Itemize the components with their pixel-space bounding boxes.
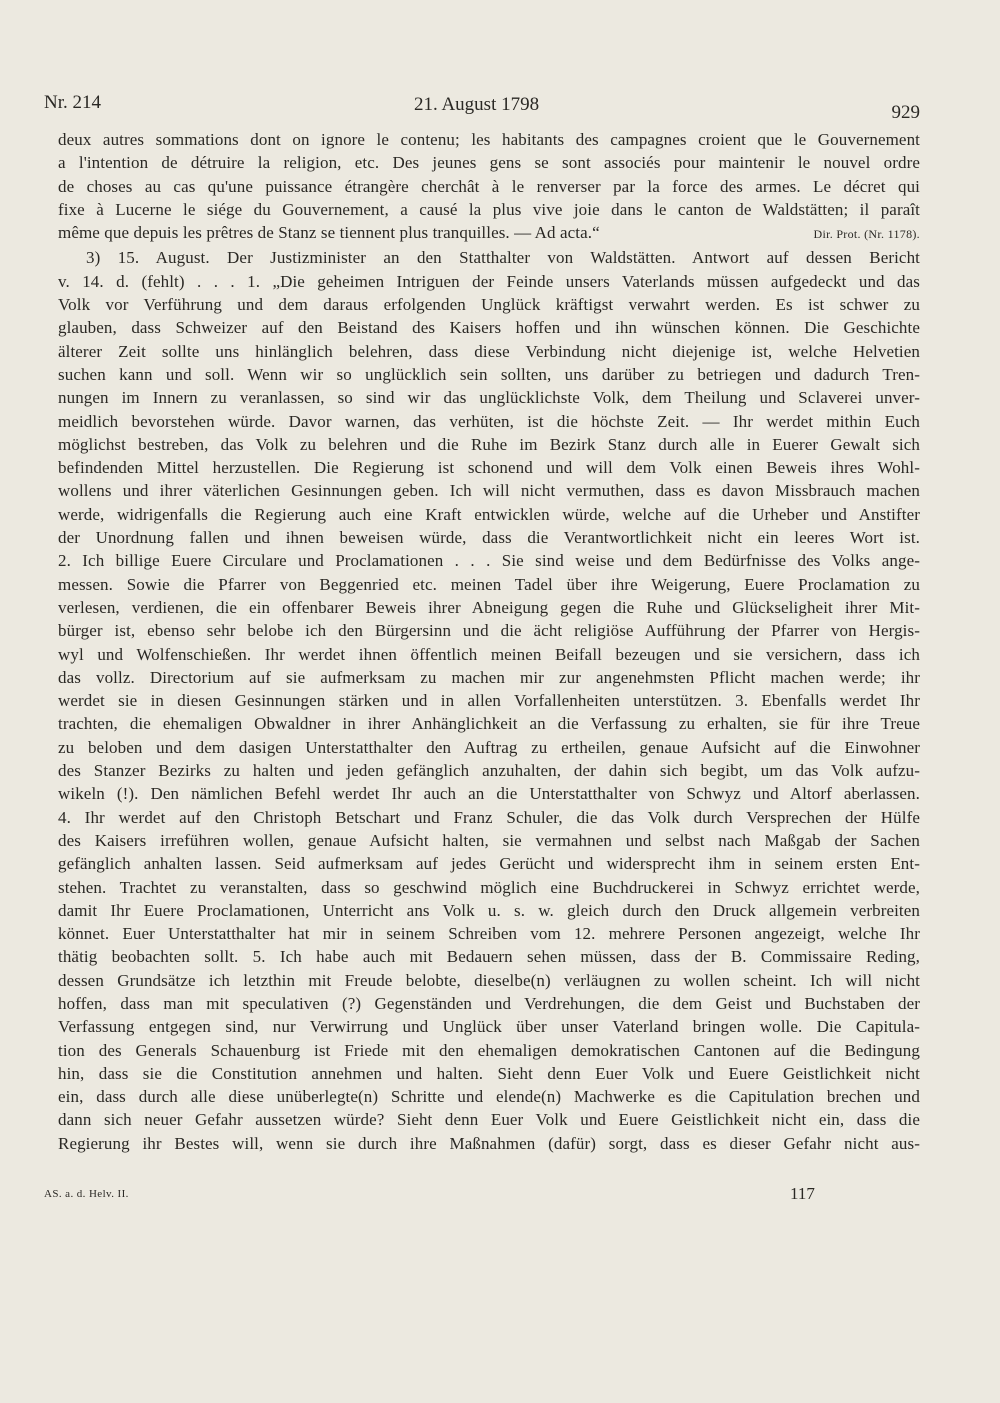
text-line: Volk vor Verführung und dem daraus erfolgenden Unglück kräftigst verwahrt werden. Es ist schwer zu: [58, 295, 920, 315]
text-line: des Stanzer Bezirks zu halten und jeden gefänglich anzuhalten, der dahin sich begibt, um das Volk aufzu-: [58, 761, 920, 781]
text-line: gefänglich anhalten lassen. Seid aufmerksam auf jedes Gerücht und widersprecht ihm in seinem ersten Ent-: [58, 854, 920, 874]
text-line: der Unordnung fallen und ihnen beweisen würde, dass die Verantwortlichkeit nicht ein leeres Wort ist.: [58, 528, 920, 548]
text-line: damit Ihr Euere Proclamationen, Unterricht ans Volk u. s. w. gleich durch den Druck allgemein verbreiten: [58, 900, 920, 920]
text-line: wyl und Wolfenschießen. Ihr werdet ihnen öffentlich meinen Beifall bezeugen und sie versichern, dass ich: [58, 644, 920, 664]
text-line: Verfassung entgegen sind, nur Verwirrung und Unglück über unser Vaterland bringen wolle. Die Capitula-: [58, 1017, 920, 1037]
text-line: wikeln (!). Den nämlichen Befehl werdet Ihr auch an die Unterstatthalter von Schwyz und Altorf aberlassen.: [58, 784, 920, 804]
text-line: könnet. Euer Unterstatthalter hat mir in seinem Schreiben vom 12. mehrere Personen angezeigt, welche Ihr: [58, 924, 920, 944]
sheet-number: 117: [790, 1184, 815, 1203]
text-line: même que depuis les prêtres de Stanz se tiennent plus tranquilles. — Ad acta.“: [58, 223, 600, 243]
paragraph-letter: [58, 246, 920, 1155]
text-line: des Kaisers irreführen wollen, genaue Aufsicht halten, sie vermahnen und selbst nach Maßgab der Sachen: [58, 830, 920, 850]
text-line: trachten, die ehemaligen Obwaldner in ihrer Anhänglichkeit an die Verfassung zu erhalten, sie für ihre Treue: [58, 714, 920, 734]
text-line: verlesen, verdienen, die ein offenbarer Beweis ihrer Abneigung gegen die Ruhe und Glückseligheit ihrer Mit-: [58, 597, 920, 617]
text-line: thätig beobachten sollt. 5. Ich habe auch mit Bedauern sehen müssen, dass der B. Commissaire Reding,: [58, 947, 920, 967]
text-line: hoffen, dass man mit speculativen (?) Gegenständen und Verdrehungen, die dem Geist und Buchstaben der: [58, 993, 920, 1013]
signature-mark: AS. a. d. Helv. II.: [44, 1188, 129, 1200]
text-line: v. 14. d. (fehlt) . . . 1. „Die geheimen Intriguen der Feinde unsers Vaterlands müssen aufgedeckt und das: [58, 271, 920, 291]
text-line: nungen im Innern zu veranlassen, so sind wir das unglücklichste Volk, dem Theilung und Sclaverei unver-: [58, 388, 920, 408]
text-line: werdet sie in diesen Gesinnungen stärken und in allen Vorfallenheiten unterstützen. 3. Ebenfalls werdet Ihr: [58, 691, 920, 711]
text-line: deux autres sommations dont on ignore le contenu; les habitants des campagnes croient que le Gouvernement: [58, 130, 920, 149]
text-line: möglichst bestreben, das Volk zu belehren und die Ruhe im Bezirk Stanz durch alle in Euerer Gewalt sich: [58, 434, 920, 454]
text-line: glauben, dass Schweizer auf den Beistand des Kaisers hoffen und ihn wünschen können. Die Geschichte: [58, 318, 920, 338]
text-line: befindenden Mittel herzustellen. Die Regierung ist schonend und will dem Volk einen Beweis ihres Wohl-: [58, 458, 920, 478]
text-line: bürger ist, ebenso sehr belobe ich den Bürgersinn und die ächt religiöse Aufführung der Pfarrer von Hergis-: [58, 621, 920, 641]
text-line: werde, widrigenfalls die Regierung auch eine Kraft entwicklen würde, welche auf die Urheber und Anstifter: [58, 504, 920, 524]
text-line: das vollz. Directorium auf sie aufmerksam zu machen mir zur angenehmsten Pflicht machen werde; ihr: [58, 667, 920, 687]
text-line: Regierung ihr Bestes will, wenn sie durch ihre Maßnahmen (dafür) sorgt, dass es dieser Gefahr nicht aus-: [58, 1133, 920, 1153]
text-line: 2. Ich billige Euere Circulare und Proclamationen . . . Sie sind weise und dem Bedürfnisse des Volks ange-: [58, 551, 920, 571]
text-line: fixe à Lucerne le siége du Gouvernement, a causé la plus vive joie dans le canton de Waldstätten; il paraît: [58, 199, 920, 219]
text-line: wollens und ihrer väterlichen Gesinnungen geben. Ich will nicht vermuthen, dass es davon Missbrauch machen: [58, 481, 920, 501]
text-line-with-reference: [58, 221, 920, 246]
page-footer: [44, 1184, 920, 1208]
text-line: dessen Grundsätze ich letzthin mit Freude belobte, dieselbe(n) verläugnen zu wollen scheint. Ich will nicht: [58, 970, 920, 990]
paragraph-continuation: [58, 128, 920, 246]
text-line: 4. Ihr werdet auf den Christoph Betschart und Franz Schuler, die das Volk durch Versprechen der Hülfe: [58, 807, 920, 827]
text-line: ein, dass durch alle diese unüberlegte(n) Schritte und elende(n) Machwerke es die Capitulation brechen und: [58, 1087, 920, 1107]
running-header: [44, 92, 920, 122]
source-reference: Dir. Prot. (Nr. 1178).: [813, 227, 920, 242]
text-line: messen. Sowie die Pfarrer von Beggenried etc. meinen Tadel über ihre Weigerung, Euere Proclamation zu: [58, 574, 920, 594]
text-line: zu beloben und dem dasigen Unterstatthalter den Auftrag zu ertheilen, genaue Aufsicht auf die Einwohner: [58, 737, 920, 757]
text-line: tion des Generals Schauenburg ist Friede mit den ehemaligen demokratischen Cantonen auf die Bedingung: [58, 1040, 920, 1060]
text-line: stehen. Trachtet zu veranstalten, dass so geschwind möglich eine Buchdruckerei in Schwyz errichtet werde,: [58, 877, 920, 897]
document-number: Nr. 214: [44, 92, 101, 113]
text-line: hin, dass sie die Constitution annehmen und halten. Sieht denn Euer Volk und Euere Geistlichkeit nicht: [58, 1063, 920, 1083]
text-line: älterer Zeit sollte uns hinlänglich belehren, dass diese Verbindung nicht diejenige ist, welche Helvetien: [58, 341, 920, 361]
text-line: dann sich neuer Gefahr aussetzen würde? Sieht denn Euer Volk und Euere Geistlichkeit nicht ein, dass die: [58, 1110, 920, 1130]
text-line: meidlich bevorstehen würde. Davor warnen, das verhüten, ist die höchste Zeit. — Ihr werdet mithin Euch: [58, 411, 920, 431]
body-text: [58, 128, 920, 1155]
text-line: a l'intention de détruire la religion, etc. Des jeunes gens se sont associés pour maintenir le nouvel ordre: [58, 153, 920, 173]
text-line: 3) 15. August. Der Justizminister an den Statthalter von Waldstätten. Antwort auf dessen Bericht: [86, 248, 920, 268]
page-number: 929: [891, 102, 920, 123]
text-line: de choses au cas qu'une puissance étrangère cherchât à le renverser par la force des armes. Le décret qui: [58, 176, 920, 196]
document-date: 21. August 1798: [414, 94, 540, 115]
text-line: suchen kann und soll. Wenn wir so unglücklich sein sollten, uns darüber zu betriegen und dadurch Tren-: [58, 364, 920, 384]
